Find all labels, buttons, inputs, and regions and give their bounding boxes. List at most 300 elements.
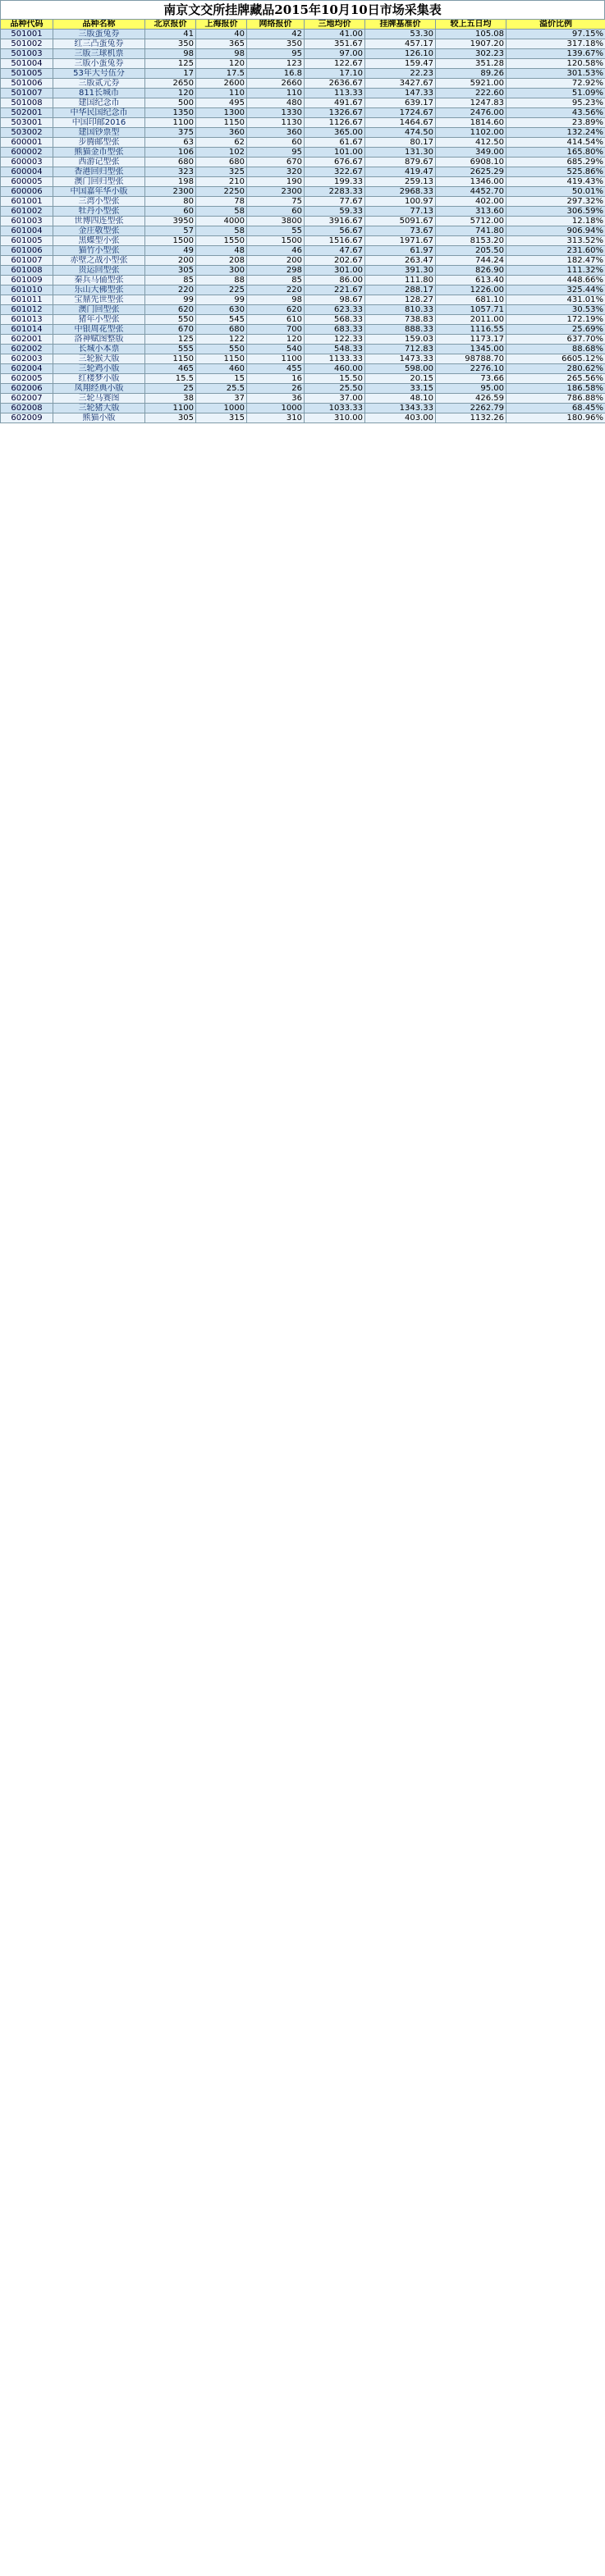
shanghai-price: 1000	[196, 404, 247, 413]
prev5-average: 5712.00	[436, 217, 506, 226]
beijing-price: 85	[145, 276, 196, 285]
table-row	[1, 89, 605, 98]
item-name: 中华民国纪念币	[53, 108, 145, 118]
network-price: 1330	[247, 108, 305, 118]
shanghai-price: 550	[196, 345, 247, 354]
premium-ratio: 182.47%	[506, 256, 605, 266]
beijing-price: 350	[145, 39, 196, 49]
average-price: 41.00	[305, 30, 365, 39]
item-code: 600001	[1, 138, 53, 148]
base-price: 263.47	[365, 256, 436, 266]
shanghai-price: 48	[196, 246, 247, 256]
network-price: 3800	[247, 217, 305, 226]
header-network: 网络报价	[247, 20, 305, 30]
shanghai-price: 208	[196, 256, 247, 266]
shanghai-price: 99	[196, 295, 247, 305]
beijing-price: 99	[145, 295, 196, 305]
premium-ratio: 186.58%	[506, 384, 605, 394]
base-price: 33.15	[365, 384, 436, 394]
header-code: 品种代码	[1, 20, 53, 30]
premium-ratio: 72.92%	[506, 79, 605, 89]
average-price: 86.00	[305, 276, 365, 285]
shanghai-price: 58	[196, 226, 247, 236]
table-row	[1, 246, 605, 256]
item-name: 熊猫金币型张	[53, 148, 145, 158]
premium-ratio: 139.67%	[506, 49, 605, 59]
average-price: 15.50	[305, 374, 365, 384]
table-row	[1, 158, 605, 167]
premium-ratio: 325.44%	[506, 285, 605, 295]
base-price: 159.47	[365, 59, 436, 69]
premium-ratio: 6605.12%	[506, 354, 605, 364]
beijing-price: 465	[145, 364, 196, 374]
base-price: 20.15	[365, 374, 436, 384]
premium-ratio: 525.86%	[506, 167, 605, 177]
prev5-average: 1057.71	[436, 305, 506, 315]
item-code: 501002	[1, 39, 53, 49]
prev5-average: 95.00	[436, 384, 506, 394]
shanghai-price: 15	[196, 374, 247, 384]
premium-ratio: 23.89%	[506, 118, 605, 128]
average-price: 122.33	[305, 335, 365, 345]
premium-ratio: 637.70%	[506, 335, 605, 345]
beijing-price: 670	[145, 325, 196, 335]
table-row	[1, 226, 605, 236]
beijing-price: 220	[145, 285, 196, 295]
base-price: 738.83	[365, 315, 436, 325]
table-row	[1, 207, 605, 217]
item-code: 600002	[1, 148, 53, 158]
beijing-price: 555	[145, 345, 196, 354]
average-price: 3916.67	[305, 217, 365, 226]
beijing-price: 1150	[145, 354, 196, 364]
shanghai-price: 1150	[196, 118, 247, 128]
item-name: 步腾邮型张	[53, 138, 145, 148]
item-code: 600003	[1, 158, 53, 167]
item-name: 三版贰元券	[53, 79, 145, 89]
header-base: 挂牌基准价	[365, 20, 436, 30]
beijing-price: 125	[145, 59, 196, 69]
shanghai-price: 365	[196, 39, 247, 49]
table-row	[1, 266, 605, 276]
item-code: 601013	[1, 315, 53, 325]
premium-ratio: 431.01%	[506, 295, 605, 305]
premium-ratio: 111.32%	[506, 266, 605, 276]
shanghai-price: 2250	[196, 187, 247, 197]
prev5-average: 73.66	[436, 374, 506, 384]
network-price: 320	[247, 167, 305, 177]
average-price: 61.67	[305, 138, 365, 148]
shanghai-price: 25.5	[196, 384, 247, 394]
table-row	[1, 177, 605, 187]
table-row	[1, 305, 605, 315]
prev5-average: 1247.83	[436, 98, 506, 108]
base-price: 3427.67	[365, 79, 436, 89]
premium-ratio: 306.59%	[506, 207, 605, 217]
average-price: 676.67	[305, 158, 365, 167]
prev5-average: 1102.00	[436, 128, 506, 138]
shanghai-price: 40	[196, 30, 247, 39]
item-name: 澳门回归型张	[53, 177, 145, 187]
beijing-price: 2300	[145, 187, 196, 197]
item-name: 建国纪念币	[53, 98, 145, 108]
base-price: 2968.33	[365, 187, 436, 197]
item-name: 洛神赋图整版	[53, 335, 145, 345]
prev5-average: 349.00	[436, 148, 506, 158]
average-price: 25.50	[305, 384, 365, 394]
item-code: 602008	[1, 404, 53, 413]
premium-ratio: 95.23%	[506, 98, 605, 108]
average-price: 37.00	[305, 394, 365, 404]
prev5-average: 302.23	[436, 49, 506, 59]
base-price: 77.13	[365, 207, 436, 217]
base-price: 288.17	[365, 285, 436, 295]
network-price: 46	[247, 246, 305, 256]
base-price: 1464.67	[365, 118, 436, 128]
premium-ratio: 301.53%	[506, 69, 605, 79]
shanghai-price: 62	[196, 138, 247, 148]
item-name: 三版三球机票	[53, 49, 145, 59]
table-row	[1, 59, 605, 69]
item-name: 金庄敬型张	[53, 226, 145, 236]
shanghai-price: 1150	[196, 354, 247, 364]
network-price: 700	[247, 325, 305, 335]
shanghai-price: 98	[196, 49, 247, 59]
header-name: 品种名称	[53, 20, 145, 30]
shanghai-price: 680	[196, 325, 247, 335]
base-price: 1724.67	[365, 108, 436, 118]
shanghai-price: 120	[196, 59, 247, 69]
premium-ratio: 280.62%	[506, 364, 605, 374]
table-row	[1, 69, 605, 79]
table-row	[1, 167, 605, 177]
table-row	[1, 98, 605, 108]
base-price: 879.67	[365, 158, 436, 167]
prev5-average: 1116.55	[436, 325, 506, 335]
item-name: 澳门回型张	[53, 305, 145, 315]
item-code: 602006	[1, 384, 53, 394]
item-code: 501001	[1, 30, 53, 39]
prev5-average: 412.50	[436, 138, 506, 148]
network-price: 190	[247, 177, 305, 187]
beijing-price: 305	[145, 266, 196, 276]
table-row	[1, 384, 605, 394]
item-code: 501003	[1, 49, 53, 59]
table-row	[1, 30, 605, 39]
premium-ratio: 448.66%	[506, 276, 605, 285]
prev5-average: 1173.17	[436, 335, 506, 345]
item-name: 赤壁之战小型张	[53, 256, 145, 266]
item-code: 501008	[1, 98, 53, 108]
item-code: 600004	[1, 167, 53, 177]
base-price: 100.97	[365, 197, 436, 207]
base-price: 419.47	[365, 167, 436, 177]
network-price: 2300	[247, 187, 305, 197]
table-row	[1, 315, 605, 325]
prev5-average: 89.26	[436, 69, 506, 79]
item-name: 三轮鸡小版	[53, 364, 145, 374]
item-name: 中国印邮2016	[53, 118, 145, 128]
premium-ratio: 51.09%	[506, 89, 605, 98]
network-price: 55	[247, 226, 305, 236]
network-price: 540	[247, 345, 305, 354]
network-price: 36	[247, 394, 305, 404]
sheet-title: 南京文交所挂牌藏品2015年10月10日市场采集表	[0, 0, 605, 19]
network-price: 16	[247, 374, 305, 384]
average-price: 623.33	[305, 305, 365, 315]
header-row	[1, 20, 605, 30]
table-row	[1, 148, 605, 158]
shanghai-price: 630	[196, 305, 247, 315]
prev5-average: 2276.10	[436, 364, 506, 374]
network-price: 1100	[247, 354, 305, 364]
beijing-price: 15.5	[145, 374, 196, 384]
table-row	[1, 138, 605, 148]
prev5-average: 1814.60	[436, 118, 506, 128]
item-code: 601006	[1, 246, 53, 256]
premium-ratio: 132.24%	[506, 128, 605, 138]
prev5-average: 2011.00	[436, 315, 506, 325]
item-code: 602002	[1, 345, 53, 354]
table-row	[1, 197, 605, 207]
item-name: 建国钞票型	[53, 128, 145, 138]
shanghai-price: 37	[196, 394, 247, 404]
prev5-average: 8153.20	[436, 236, 506, 246]
average-price: 56.67	[305, 226, 365, 236]
table-row	[1, 187, 605, 197]
average-price: 491.67	[305, 98, 365, 108]
table-row	[1, 236, 605, 246]
beijing-price: 106	[145, 148, 196, 158]
table-row	[1, 217, 605, 226]
premium-ratio: 97.15%	[506, 30, 605, 39]
network-price: 95	[247, 49, 305, 59]
shanghai-price: 88	[196, 276, 247, 285]
average-price: 2283.33	[305, 187, 365, 197]
prev5-average: 351.28	[436, 59, 506, 69]
item-code: 601007	[1, 256, 53, 266]
average-price: 122.67	[305, 59, 365, 69]
prev5-average: 98788.70	[436, 354, 506, 364]
item-name: 三版小蛋兔券	[53, 59, 145, 69]
premium-ratio: 180.96%	[506, 413, 605, 423]
table-row	[1, 79, 605, 89]
average-price: 1516.67	[305, 236, 365, 246]
beijing-price: 2650	[145, 79, 196, 89]
beijing-price: 80	[145, 197, 196, 207]
network-price: 2660	[247, 79, 305, 89]
header-shanghai: 上海报价	[196, 20, 247, 30]
beijing-price: 120	[145, 89, 196, 98]
item-name: 牡丹小型张	[53, 207, 145, 217]
shanghai-price: 58	[196, 207, 247, 217]
header-prev5: 较上五日均	[436, 20, 506, 30]
item-code: 601011	[1, 295, 53, 305]
base-price: 128.27	[365, 295, 436, 305]
network-price: 1500	[247, 236, 305, 246]
beijing-price: 198	[145, 177, 196, 187]
average-price: 1326.67	[305, 108, 365, 118]
item-name: 红楼梦小版	[53, 374, 145, 384]
base-price: 457.17	[365, 39, 436, 49]
shanghai-price: 17.5	[196, 69, 247, 79]
item-code: 601005	[1, 236, 53, 246]
beijing-price: 38	[145, 394, 196, 404]
base-price: 5091.67	[365, 217, 436, 226]
base-price: 22.23	[365, 69, 436, 79]
average-price: 683.33	[305, 325, 365, 335]
prev5-average: 2262.79	[436, 404, 506, 413]
prev5-average: 613.40	[436, 276, 506, 285]
base-price: 80.17	[365, 138, 436, 148]
base-price: 403.00	[365, 413, 436, 423]
shanghai-price: 110	[196, 89, 247, 98]
shanghai-price: 545	[196, 315, 247, 325]
beijing-price: 63	[145, 138, 196, 148]
premium-ratio: 685.29%	[506, 158, 605, 167]
table-row	[1, 374, 605, 384]
base-price: 598.00	[365, 364, 436, 374]
premium-ratio: 414.54%	[506, 138, 605, 148]
network-price: 620	[247, 305, 305, 315]
prev5-average: 744.24	[436, 256, 506, 266]
prev5-average: 313.60	[436, 207, 506, 217]
prev5-average: 105.08	[436, 30, 506, 39]
premium-ratio: 50.01%	[506, 187, 605, 197]
base-price: 73.67	[365, 226, 436, 236]
shanghai-price: 4000	[196, 217, 247, 226]
item-code: 602004	[1, 364, 53, 374]
item-code: 501004	[1, 59, 53, 69]
item-code: 602001	[1, 335, 53, 345]
average-price: 202.67	[305, 256, 365, 266]
shanghai-price: 210	[196, 177, 247, 187]
item-name: 三轮猪大版	[53, 404, 145, 413]
beijing-price: 550	[145, 315, 196, 325]
table-row	[1, 39, 605, 49]
market-sheet	[0, 0, 605, 423]
prev5-average: 4452.70	[436, 187, 506, 197]
base-price: 61.97	[365, 246, 436, 256]
network-price: 42	[247, 30, 305, 39]
network-price: 298	[247, 266, 305, 276]
average-price: 47.67	[305, 246, 365, 256]
base-price: 1971.67	[365, 236, 436, 246]
shanghai-price: 102	[196, 148, 247, 158]
item-name: 长城小本票	[53, 345, 145, 354]
item-name: 中国嘉年华小版	[53, 187, 145, 197]
item-name: 三湾小型张	[53, 197, 145, 207]
base-price: 474.50	[365, 128, 436, 138]
prev5-average: 2625.29	[436, 167, 506, 177]
premium-ratio: 25.69%	[506, 325, 605, 335]
shanghai-price: 1550	[196, 236, 247, 246]
average-price: 365.00	[305, 128, 365, 138]
beijing-price: 323	[145, 167, 196, 177]
premium-ratio: 786.88%	[506, 394, 605, 404]
base-price: 131.30	[365, 148, 436, 158]
table-row	[1, 345, 605, 354]
market-table	[0, 19, 605, 423]
shanghai-price: 315	[196, 413, 247, 423]
average-price: 221.67	[305, 285, 365, 295]
premium-ratio: 30.53%	[506, 305, 605, 315]
table-row	[1, 256, 605, 266]
beijing-price: 98	[145, 49, 196, 59]
network-price: 98	[247, 295, 305, 305]
header-beijing: 北京报价	[145, 20, 196, 30]
item-name: 黑蝶型小张	[53, 236, 145, 246]
item-code: 601014	[1, 325, 53, 335]
prev5-average: 205.50	[436, 246, 506, 256]
base-price: 1343.33	[365, 404, 436, 413]
item-name: 贵运回型张	[53, 266, 145, 276]
item-code: 601009	[1, 276, 53, 285]
network-price: 60	[247, 138, 305, 148]
item-name: 西游记型张	[53, 158, 145, 167]
premium-ratio: 12.18%	[506, 217, 605, 226]
prev5-average: 2476.00	[436, 108, 506, 118]
prev5-average: 1907.20	[436, 39, 506, 49]
base-price: 126.10	[365, 49, 436, 59]
prev5-average: 1345.00	[436, 345, 506, 354]
table-row	[1, 108, 605, 118]
beijing-price: 25	[145, 384, 196, 394]
item-code: 601008	[1, 266, 53, 276]
table-row	[1, 354, 605, 364]
header-premium: 溢价比例	[506, 20, 605, 30]
beijing-price: 1100	[145, 404, 196, 413]
base-price: 259.13	[365, 177, 436, 187]
prev5-average: 402.00	[436, 197, 506, 207]
base-price: 53.30	[365, 30, 436, 39]
beijing-price: 17	[145, 69, 196, 79]
prev5-average: 1346.00	[436, 177, 506, 187]
base-price: 639.17	[365, 98, 436, 108]
item-name: 熊猫小版	[53, 413, 145, 423]
item-code: 600006	[1, 187, 53, 197]
table-row	[1, 404, 605, 413]
beijing-price: 1350	[145, 108, 196, 118]
shanghai-price: 1300	[196, 108, 247, 118]
prev5-average: 5921.00	[436, 79, 506, 89]
base-price: 48.10	[365, 394, 436, 404]
item-code: 501007	[1, 89, 53, 98]
premium-ratio: 172.19%	[506, 315, 605, 325]
beijing-price: 1100	[145, 118, 196, 128]
table-row	[1, 128, 605, 138]
shanghai-price: 225	[196, 285, 247, 295]
item-name: 中银周花型张	[53, 325, 145, 335]
beijing-price: 49	[145, 246, 196, 256]
beijing-price: 60	[145, 207, 196, 217]
network-price: 123	[247, 59, 305, 69]
average-price: 1133.33	[305, 354, 365, 364]
base-price: 159.03	[365, 335, 436, 345]
item-code: 501005	[1, 69, 53, 79]
average-price: 2636.67	[305, 79, 365, 89]
table-row	[1, 285, 605, 295]
network-price: 85	[247, 276, 305, 285]
beijing-price: 125	[145, 335, 196, 345]
premium-ratio: 120.58%	[506, 59, 605, 69]
network-price: 60	[247, 207, 305, 217]
network-price: 455	[247, 364, 305, 374]
item-name: 猪年小型张	[53, 315, 145, 325]
premium-ratio: 43.56%	[506, 108, 605, 118]
item-code: 602005	[1, 374, 53, 384]
average-price: 301.00	[305, 266, 365, 276]
